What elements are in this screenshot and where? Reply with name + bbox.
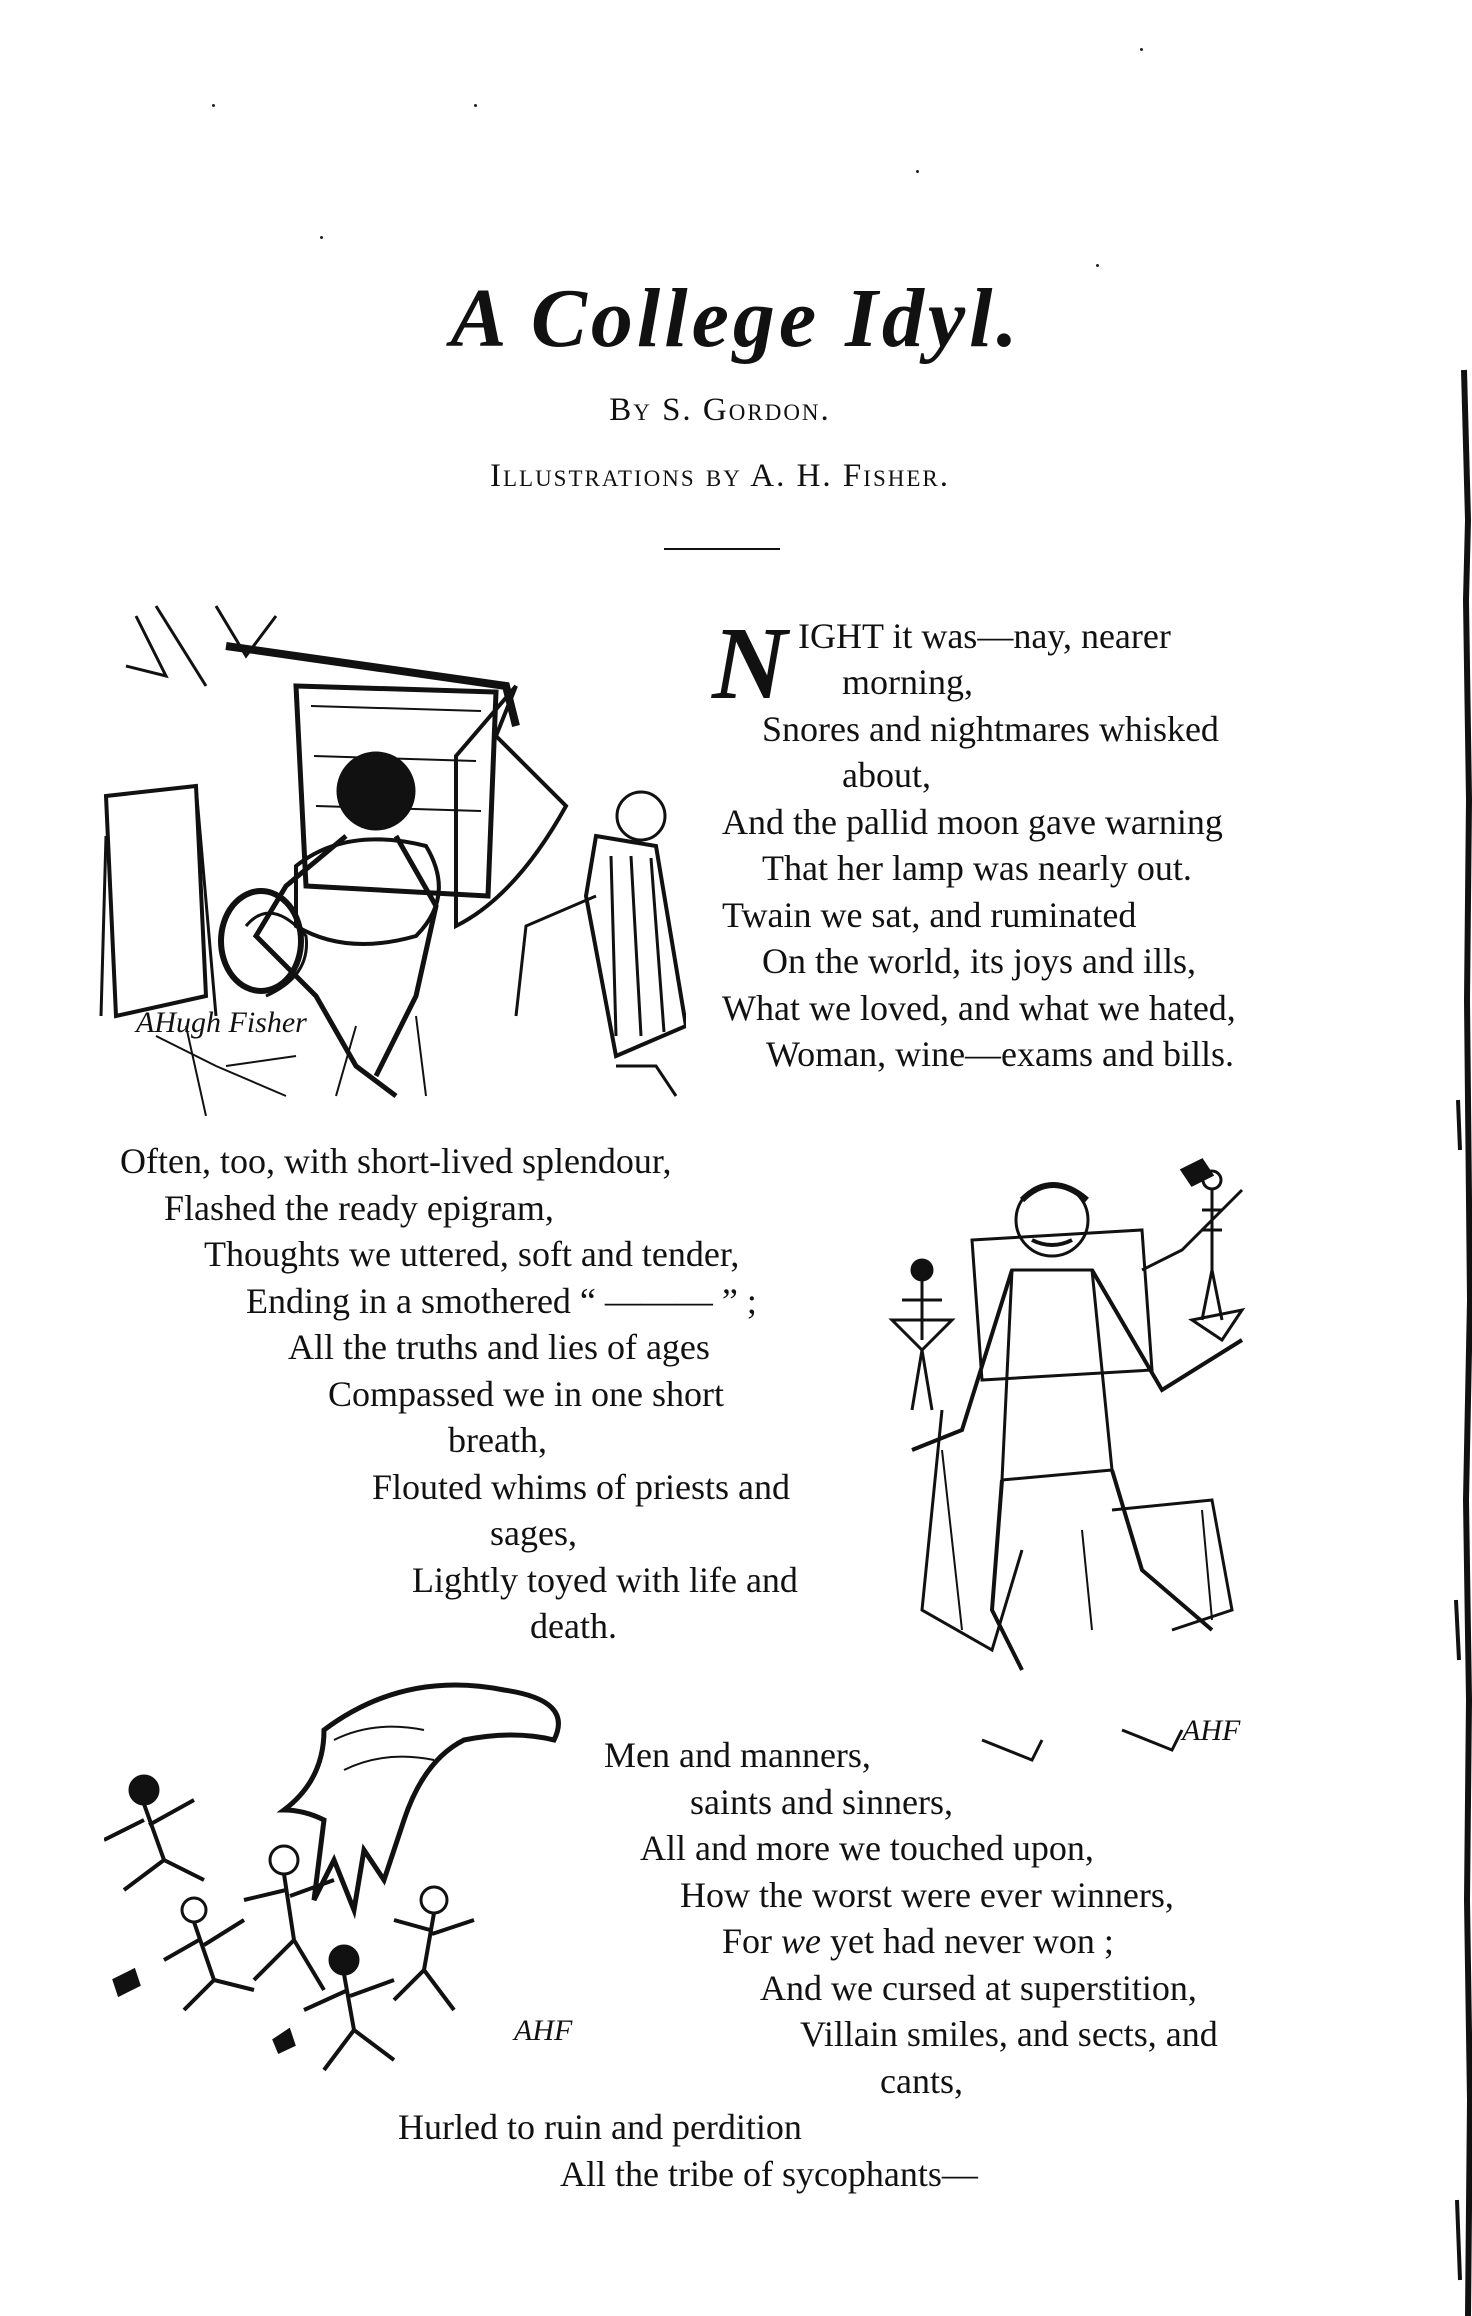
stanza1-line: IGHT it was—nay, nearer: [798, 616, 1171, 656]
stanza3-line: All and more we touched upon,: [640, 1828, 1094, 1868]
study-scene-illustration: [96, 596, 686, 1116]
stanza1-line: Twain we sat, and ruminated: [722, 895, 1137, 935]
stanza1-line: What we loved, and what we hated,: [722, 988, 1236, 1028]
illustrator-signature-third: AHF: [514, 2014, 573, 2047]
stanza3-line: Hurled to ruin and perdition: [398, 2107, 802, 2147]
illustrator-credit: Illustrations by A. H. Fisher.: [489, 458, 950, 494]
print-speck: [1096, 264, 1099, 267]
stanza1-line: Snores and nightmares whisked: [762, 709, 1219, 749]
poem-title: A College Idyl.: [450, 272, 1022, 365]
stanza1-line: morning,: [842, 662, 973, 702]
stanza2-line: Ending in a smothered “ ——— ” ;: [246, 1281, 757, 1321]
hand-and-figures-illustration: [104, 1660, 604, 2080]
illustrator-signature-second: AHF: [1182, 1714, 1241, 1747]
stanza2-line: Lightly toyed with life and: [412, 1560, 798, 1600]
stanza2-line: Often, too, with short-lived splendour,: [120, 1141, 672, 1181]
print-speck: [212, 104, 215, 107]
illustrator-signature-first: AHugh Fisher: [136, 1006, 307, 1039]
page-binding-edge: [1450, 0, 1472, 2316]
stanza2-line: All the truths and lies of ages: [288, 1327, 710, 1367]
stanza2-line: Flouted whims of priests and: [372, 1467, 790, 1507]
title-divider: [664, 548, 780, 550]
stanza3-line: Men and manners,: [604, 1735, 871, 1775]
print-speck: [474, 104, 477, 107]
stanza1-line: That her lamp was nearly out.: [762, 848, 1192, 888]
stanza1-line: On the world, its joys and ills,: [762, 941, 1196, 981]
stanza1-line: And the pallid moon gave warning: [722, 802, 1223, 842]
print-speck: [916, 170, 919, 173]
stanza3-line: And we cursed at superstition,: [760, 1968, 1197, 2008]
stanza2-line: Thoughts we uttered, soft and tender,: [204, 1234, 740, 1274]
stanza3-line: All the tribe of sycophants—: [560, 2154, 978, 2194]
stanza3-line: cants,: [880, 2061, 963, 2101]
print-speck: [1140, 48, 1143, 51]
stanza2-line: Compassed we in one short: [328, 1374, 724, 1414]
stanza3-line: For we yet had never won ;: [722, 1921, 1114, 1961]
stanza2-line: sages,: [490, 1513, 577, 1553]
drop-cap: N: [712, 606, 788, 721]
stanza1-line: about,: [842, 755, 931, 795]
stanza2-line: Flashed the ready epigram,: [164, 1188, 554, 1228]
stanza2-line: death.: [530, 1606, 617, 1646]
stanza3-line: saints and sinners,: [690, 1782, 953, 1822]
stanza2-line: breath,: [448, 1420, 547, 1460]
print-speck: [320, 236, 323, 239]
emphasized-word: we: [781, 1921, 822, 1961]
stanza3-line: How the worst were ever winners,: [680, 1875, 1174, 1915]
author-byline: By S. Gordon.: [609, 392, 831, 428]
stanza1-line: Woman, wine—exams and bills.: [766, 1034, 1235, 1074]
stanza3-line: Villain smiles, and sects, and: [800, 2014, 1218, 2054]
seated-man-illustration: [882, 1150, 1262, 1770]
